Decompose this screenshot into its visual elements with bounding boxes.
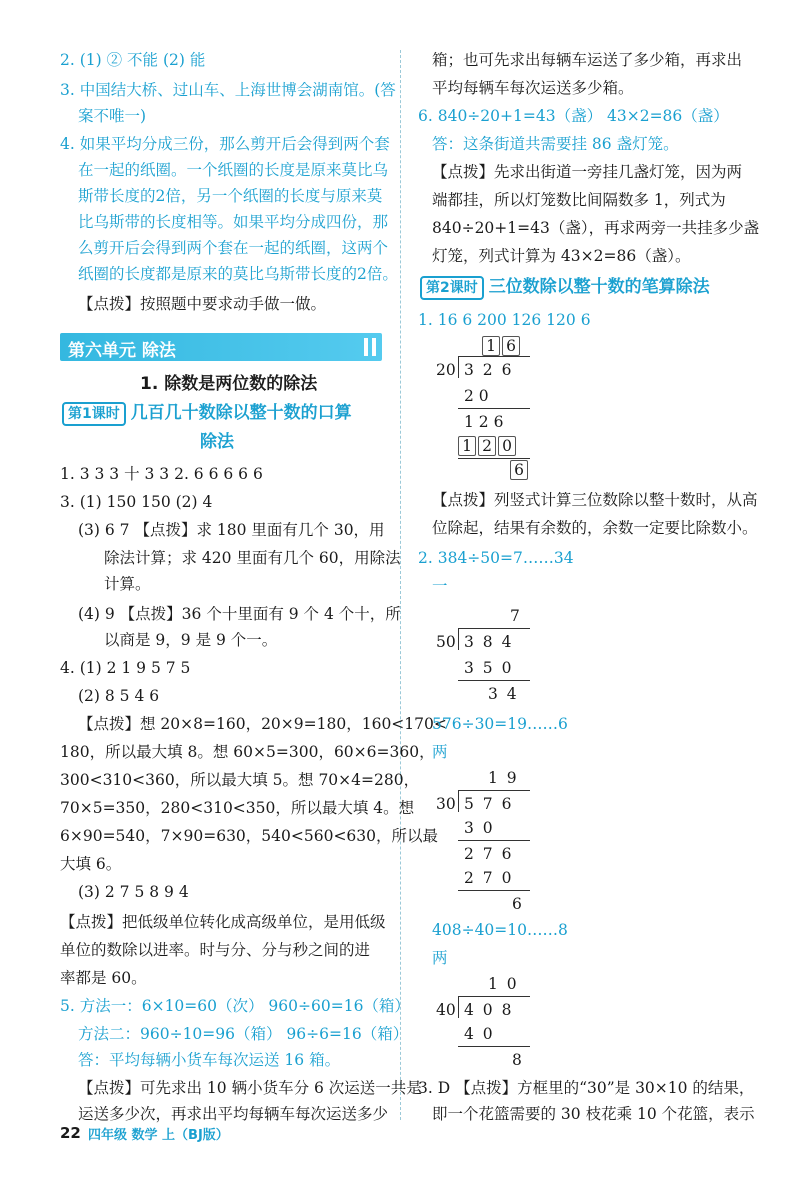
quotient-2: 7	[510, 607, 520, 625]
l1-tip4-6: 大填 6。	[60, 855, 122, 873]
dividend-3: 5 7 6	[464, 795, 514, 813]
l1-q4: 4. (1) 2 1 9 5 7 5	[60, 659, 191, 677]
answer-4-line6: 纸圈的长度都是原来的莫比乌斯带长度的2倍。	[78, 265, 398, 283]
division-line	[458, 408, 530, 409]
division-line	[458, 890, 530, 891]
l2-q3-2: 即一个花篮需要的 30 枝花乘 10 个花篮，表示	[432, 1105, 755, 1123]
lesson1-heading	[62, 402, 352, 426]
r-tip6-1: 【点拨】先求出街道一旁挂几盏灯笼，因为两	[432, 163, 743, 181]
l1-q3-3b: 除法计算；求 420 里面有几个 60，用除法	[104, 549, 401, 567]
l2-q3-1: 3. D 【点拨】方框里的“30”是 30×10 的结果，	[418, 1079, 755, 1097]
page-number: 22	[60, 1124, 81, 1142]
div4-r1: 4 0	[464, 1025, 495, 1043]
r-tip5-4: 平均每辆车每次运送多少箱。	[432, 79, 634, 97]
l1-q3-4b: 以商是 9，9 是 9 个一。	[104, 631, 278, 649]
product-digit: 0	[498, 436, 516, 456]
r-tip6-2: 端都挂，所以灯笼数比间隔数多 1，列式为	[432, 191, 726, 209]
r-tip6-3: 840÷20+1=43（盏），再求两旁一共挂多少盏	[432, 219, 760, 237]
l1-tip5-1: 【点拨】可先求出 10 辆小货车分 6 次运送一共是	[78, 1079, 422, 1097]
l2-q2-word: 一	[432, 577, 448, 595]
division-bracket	[458, 996, 459, 1018]
l1-q1: 1. 3 3 3 十 3 3 2. 6 6 6 6 6	[60, 465, 263, 483]
div3-r3: 2 7 0	[464, 869, 514, 887]
l1-q3: 3. (1) 150 150 (2) 4	[60, 493, 213, 511]
division-bar	[458, 628, 530, 629]
quotient-1	[482, 336, 522, 356]
l1-q4-3: (3) 2 7 5 8 9 4	[78, 883, 189, 901]
div1-r1: 2 0	[464, 387, 489, 405]
product-digit: 2	[478, 436, 496, 456]
l2-q2c: 408÷40=10……8	[432, 921, 568, 939]
answer-3: 3. 中国结大桥、过山车、上海世博会湖南馆。(答	[60, 81, 396, 99]
division-line	[458, 840, 530, 841]
answer-4-line5: 么剪开后会得到两个套在一起的纸圈，这两个	[78, 239, 389, 257]
div4-rem: 8	[512, 1051, 522, 1069]
l1-tip4-2: 180，所以最大填 8。想 60×5=300，60×6=360，	[60, 743, 435, 761]
l2-q2: 2. 384÷50=7……34	[418, 549, 574, 567]
l1-tip4-3: 300<310<360，所以最大填 5。想 70×4=280，	[60, 771, 420, 789]
unit-banner	[60, 333, 382, 361]
div2-rem: 3 4	[488, 685, 519, 703]
l1-q4-2: (2) 8 5 4 6	[78, 687, 160, 705]
div1-r2: 1 2 6	[464, 413, 504, 431]
lesson1-tag: 第1课时	[62, 402, 126, 426]
division-bracket	[458, 356, 459, 378]
section-title: 1. 除数是两位数的除法	[140, 374, 318, 394]
unit-banner-title: 第六单元 除法	[68, 341, 176, 361]
lesson1-title-cont: 除法	[200, 432, 234, 452]
div3-r2: 2 7 6	[464, 845, 514, 863]
l2-q1: 1. 16 6 200 126 120 6	[418, 311, 591, 329]
l1-q5-1: 5. 方法一：6×10=60（次） 960÷60=16（箱）	[60, 997, 410, 1015]
division-bar	[458, 790, 530, 791]
l2-q2b: 576÷30=19……6	[432, 715, 568, 733]
division-bracket	[458, 790, 459, 812]
l1-q5-answer: 答：平均每辆小货车每次运送 16 箱。	[78, 1051, 341, 1069]
div3-r1: 3 0	[464, 819, 495, 837]
division-line	[458, 458, 530, 459]
l1-tip-unit-1: 【点拨】把低级单位转化成高级单位，是用低级	[60, 913, 386, 931]
banner-decoration	[364, 338, 368, 356]
l2-tip1-1: 【点拨】列竖式计算三位数除以整十数时，从高	[432, 491, 758, 509]
answer-4-line4: 比乌斯带的长度相等。如果平均分成四份，那	[78, 213, 389, 231]
dividend-1: 3 2 6	[464, 361, 514, 379]
tip-4: 【点拨】按照题中要求动手做一做。	[78, 295, 327, 313]
banner-decoration	[372, 338, 376, 356]
lesson2-tag: 第2课时	[420, 276, 484, 300]
l1-q5-2: 方法二：960÷10=96（箱） 96÷6=16（箱）	[78, 1025, 409, 1043]
r-tip6-4: 灯笼，列式计算为 43×2=86（盏）。	[432, 247, 691, 265]
div3-rem: 6	[512, 895, 522, 913]
answer-4-line3: 斯带长度的2倍，另一个纸圈的长度与原来莫	[78, 187, 383, 205]
division-line	[458, 1046, 530, 1047]
div1-rem	[510, 460, 530, 480]
answer-4: 4. 如果平均分成三份，那么剪开后会得到两个套	[60, 135, 390, 153]
divisor-4: 40	[436, 1001, 456, 1019]
l2-q2c-word: 两	[432, 949, 448, 967]
div2-r1: 3 5 0	[464, 659, 514, 677]
quotient-digit: 1	[482, 336, 500, 356]
answer-3-cont: 案不唯一)	[78, 107, 147, 125]
dividend-2: 3 8 4	[464, 633, 514, 651]
quotient-3: 1 9	[488, 769, 519, 787]
l1-q3-3c: 计算。	[104, 575, 151, 593]
l1-tip4-4: 70×5=350，280<310<350，所以最大填 4。想	[60, 799, 415, 817]
answer-2: 2. (1) ② 不能 (2) 能	[60, 51, 206, 69]
l1-q3-3: (3) 6 7 【点拨】求 180 里面有几个 30，用	[78, 521, 385, 539]
divisor-3: 30	[436, 795, 456, 813]
r-q6: 6. 840÷20+1=43（盏） 43×2=86（盏）	[418, 107, 729, 125]
lesson2-heading	[420, 276, 710, 300]
footer-book-title: 四年级 数学 上（BJ版）	[88, 1128, 229, 1143]
l1-tip-unit-3: 率都是 60。	[60, 969, 147, 987]
quotient-4: 1 0	[488, 975, 519, 993]
product-digit: 1	[458, 436, 476, 456]
quotient-digit: 6	[502, 336, 520, 356]
lesson2-title: 三位数除以整十数的笔算除法	[488, 277, 710, 297]
division-line	[458, 680, 530, 681]
division-bar	[458, 996, 530, 997]
l1-tip5-2: 运送多少次，再求出平均每辆车每次运送多少	[78, 1105, 389, 1123]
l1-tip4-5: 6×90=540，7×90=630，540<560<630，所以最	[60, 827, 439, 845]
division-bar	[458, 356, 530, 357]
r-q6-answer: 答：这条街道共需要挂 86 盏灯笼。	[432, 135, 679, 153]
l2-tip1-2: 位除起，结果有余数的，余数一定要比除数小。	[432, 519, 758, 537]
l1-tip-unit-2: 单位的数除以进率。时与分、分与秒之间的进	[60, 941, 371, 959]
l1-tip4-1: 【点拨】想 20×8=160，20×9=180，160<170<	[78, 715, 447, 733]
dividend-4: 4 0 8	[464, 1001, 514, 1019]
division-bracket	[458, 628, 459, 650]
divisor-2: 50	[436, 633, 456, 651]
divisor-1: 20	[436, 361, 456, 379]
column-divider	[400, 50, 401, 1120]
remainder-digit: 6	[510, 460, 528, 480]
div1-r3	[458, 436, 518, 456]
lesson1-title: 几百几十数除以整十数的口算	[130, 403, 352, 423]
r-tip5-3: 箱；也可先求出每辆车运送了多少箱，再求出	[432, 51, 743, 69]
l2-q2b-word: 两	[432, 743, 448, 761]
answer-4-line2: 在一起的纸圈。一个纸圈的长度是原来莫比乌	[78, 161, 389, 179]
l1-q3-4: (4) 9 【点拨】36 个十里面有 9 个 4 个十，所	[78, 605, 401, 623]
